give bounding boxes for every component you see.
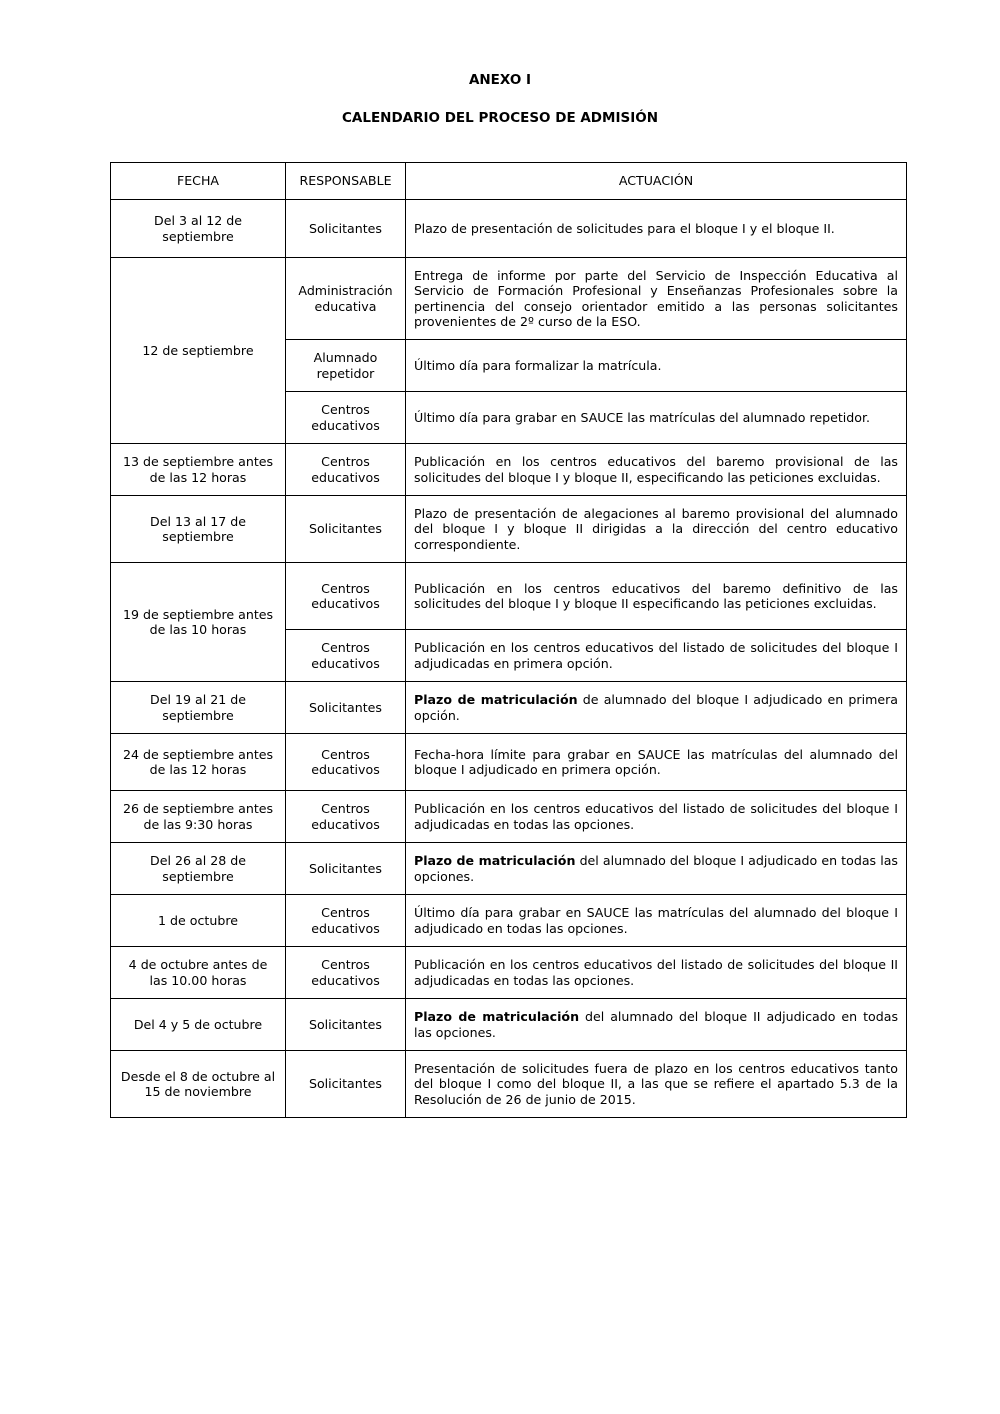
date-cell: Del 13 al 17 de septiembre [111,496,286,563]
header-date: FECHA [111,163,286,200]
action-text: Publicación en los centros educativos del listado de solicitudes del bloque I adjudicadas en primera opción. [414,640,898,671]
responsible-cell: Solicitantes [286,843,406,895]
responsible-cell: Centros educativos [286,444,406,496]
table-row [111,843,907,895]
action-cell [406,791,907,843]
date-cell: 1 de octubre [111,895,286,947]
responsible-cell: Centros educativos [286,734,406,791]
action-text: Plazo de presentación de alegaciones al baremo provisional del alumnado del bloque I y bloque II dirigidas a la dirección del centro educativo correspondiente. [414,505,898,552]
action-text: Último día para formalizar la matrícula. [414,357,662,373]
action-emphasis: Plazo de matriculación [414,692,578,707]
responsible-cell: Solicitantes [286,682,406,734]
action-text: Fecha-hora límite para grabar en SAUCE las matrículas del alumnado del bloque I adjudicado en primera opción. [414,746,898,777]
action-cell [406,895,907,947]
header-action: ACTUACIÓN [406,163,907,200]
table-row [111,444,907,496]
date-cell: Desde el 8 de octubre al 15 de noviembre [111,1051,286,1118]
action-cell [406,563,907,630]
action-text: Entrega de informe por parte del Servicio de Inspección Educativa al Servicio de Formación Profesional y Enseñanzas Profesionales sobre la pertinencia del consejo orientador emitido a las personas solicitantes provenientes de 2º curso de la ESO. [414,267,898,329]
action-cell [406,258,907,340]
responsible-cell: Centros educativos [286,563,406,630]
responsible-cell: Solicitantes [286,496,406,563]
responsible-cell: Administración educativa [286,258,406,340]
table-row [111,682,907,734]
action-cell [406,200,907,258]
table-row [111,947,907,999]
table-body [111,200,907,1118]
action-text: de alumnado del bloque I adjudicado en primera opción. [414,692,898,723]
action-cell [406,682,907,734]
annex-title: ANEXO I [468,72,532,88]
action-text: Publicación en los centros educativos del listado de solicitudes del bloque II adjudicadas en todas las opciones. [414,957,898,988]
action-cell [406,734,907,791]
action-text: Plazo de presentación de solicitudes para el bloque I y el bloque II. [414,220,835,236]
table-row [111,734,907,791]
responsible-cell: Centros educativos [286,895,406,947]
action-cell [406,392,907,444]
date-cell: 19 de septiembre antes de las 10 horas [111,563,286,682]
responsible-cell: Centros educativos [286,630,406,682]
action-text: Publicación en los centros educativos del listado de solicitudes del bloque I adjudicadas en todas las opciones. [414,801,898,832]
table-row [111,563,907,630]
date-cell: 24 de septiembre antes de las 12 horas [111,734,286,791]
table-row [111,496,907,563]
action-text: Último día para grabar en SAUCE las matrículas del alumnado del bloque I adjudicado en todas las opciones. [414,905,898,936]
responsible-cell: Alumnado repetidor [286,340,406,392]
date-cell: Del 19 al 21 de septiembre [111,682,286,734]
action-emphasis: Plazo de matriculación [414,853,576,868]
responsible-cell: Solicitantes [286,200,406,258]
action-text: Publicación en los centros educativos del baremo definitivo de las solicitudes del bloque I y bloque II especificando las peticiones excluidas. [414,580,898,611]
action-cell [406,947,907,999]
date-cell: Del 26 al 28 de septiembre [111,843,286,895]
action-cell [406,444,907,496]
responsible-cell: Centros educativos [286,947,406,999]
table-header-row [111,163,907,200]
responsible-cell: Solicitantes [286,999,406,1051]
action-cell [406,630,907,682]
date-cell: Del 3 al 12 de septiembre [111,200,286,258]
action-cell [406,843,907,895]
responsible-cell: Centros educativos [286,392,406,444]
action-text: Último día para grabar en SAUCE las matrículas del alumnado repetidor. [414,409,871,425]
action-text: Publicación en los centros educativos del baremo provisional de las solicitudes del bloque I y bloque II, especificando las peticiones excluidas. [414,454,898,485]
date-cell: 12 de septiembre [111,258,286,444]
header-responsible: RESPONSABLE [286,163,406,200]
document-title: CALENDARIO DEL PROCESO DE ADMISIÓN [341,110,658,126]
table-row [111,200,907,258]
action-cell [406,340,907,392]
responsible-cell: Centros educativos [286,791,406,843]
action-cell [406,496,907,563]
table-row [111,791,907,843]
action-text: del alumnado del bloque II adjudicado en todas las opciones. [414,1009,899,1040]
action-text: Presentación de solicitudes fuera de plazo en los centros educativos tanto del bloque I como del bloque II, a las que se refiere el apartado 5.3 de la Resolución de 26 de junio de 2015. [414,1060,898,1107]
action-cell [406,1051,907,1118]
admission-calendar-table [110,162,907,1118]
action-cell [406,999,907,1051]
table-row [111,258,907,340]
action-text: del alumnado del bloque I adjudicado en todas las opciones. [414,853,898,884]
table-row [111,1051,907,1118]
date-cell: 4 de octubre antes de las 10.00 horas [111,947,286,999]
action-emphasis: Plazo de matriculación [414,1009,580,1024]
table-row [111,999,907,1051]
responsible-cell: Solicitantes [286,1051,406,1118]
date-cell: 26 de septiembre antes de las 9:30 horas [111,791,286,843]
date-cell: 13 de septiembre antes de las 12 horas [111,444,286,496]
table-row [111,895,907,947]
date-cell: Del 4 y 5 de octubre [111,999,286,1051]
